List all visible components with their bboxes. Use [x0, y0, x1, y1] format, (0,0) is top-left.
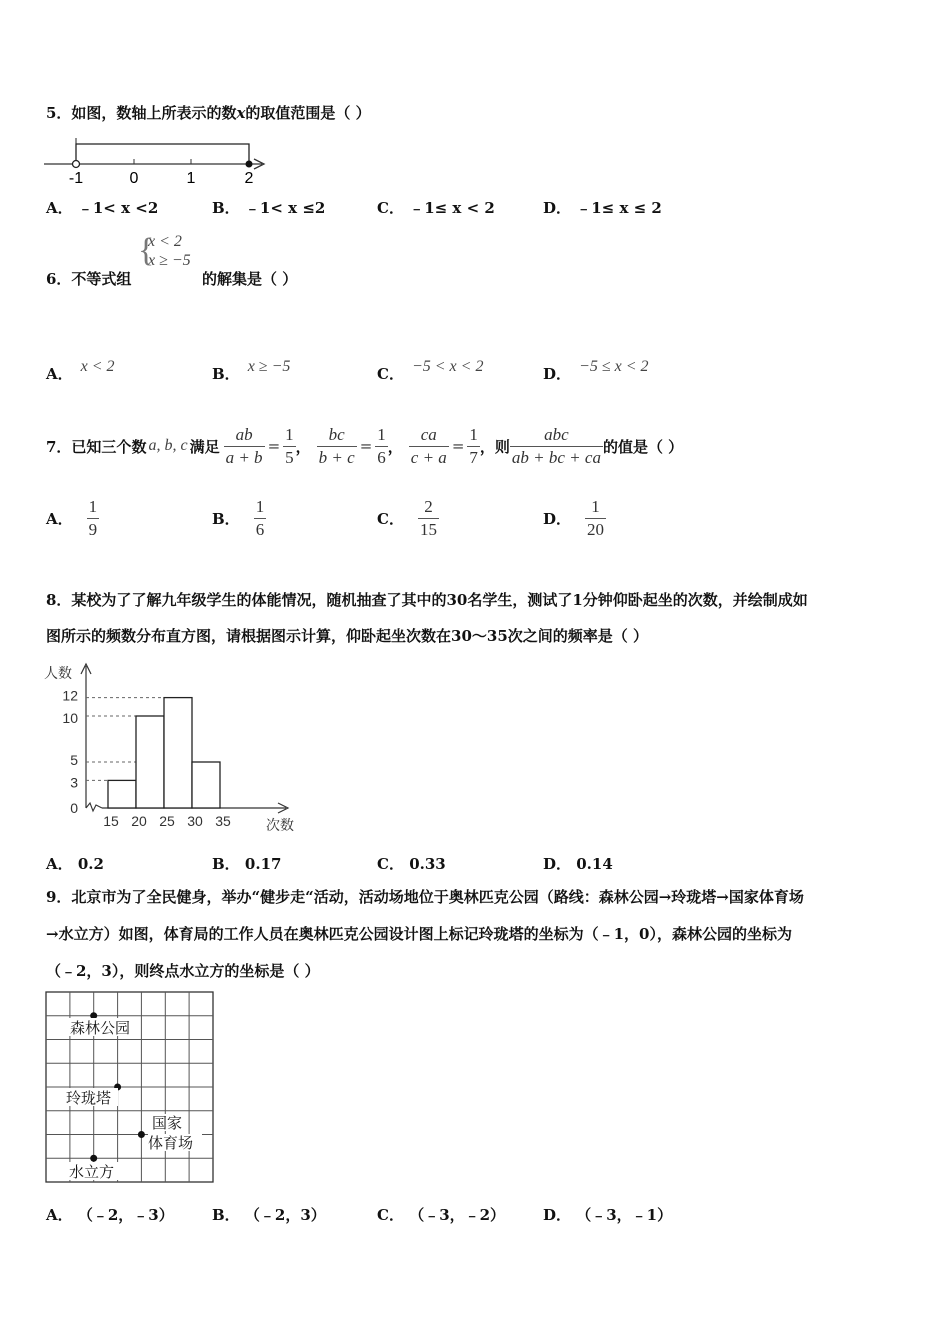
q7-option-c-den: 15	[419, 519, 437, 539]
q7-frac1	[224, 424, 265, 469]
q5-open-point	[73, 161, 80, 168]
hist-ytick-10: 10	[62, 710, 78, 726]
q7-ratio2-den: 6	[377, 447, 386, 467]
q5-option-c-text: ﹣1≤ x < 2	[409, 199, 495, 217]
q7-then: ，则	[479, 437, 510, 456]
q5-option-c[interactable]	[377, 197, 495, 218]
q7-ratio3-den: 7	[469, 447, 478, 467]
q7-option-b-frac	[254, 496, 267, 541]
q9-option-d-text: （﹣3，﹣1）	[576, 1206, 673, 1224]
q6-option-d-text: −5 ≤ x < 2	[579, 358, 649, 375]
q7-option-d[interactable]	[543, 494, 606, 542]
q7-frac3-den: c + a	[410, 447, 447, 467]
q9-option-d-label: D．	[543, 1206, 572, 1224]
q9-option-b-label: B．	[212, 1206, 240, 1224]
q9-forest-label: 森林公园	[70, 1019, 131, 1037]
q7-frac3	[409, 424, 449, 469]
q7-ratio1	[283, 424, 296, 469]
hist-xtick-25: 25	[159, 813, 175, 829]
q7-option-b-label: B．	[212, 509, 240, 528]
q5-stem-post: 的取值范围是（ ）	[245, 104, 371, 122]
q7-ratio3-num: 1	[469, 424, 478, 444]
q6-option-b-text: x ≥ −5	[247, 358, 291, 375]
q5-stem	[46, 102, 371, 123]
q8-stem-line1: 8．某校为了了解九年级学生的体能情况，随机抽查了其中的30名学生，测试了1分钟仰卧起坐的次数，并绘制成如	[46, 591, 808, 609]
q7-frac2-den: b + c	[318, 447, 355, 467]
q8-option-c-text: 0.33	[409, 855, 446, 873]
q9-water-point	[90, 1155, 97, 1162]
q7-frac1-den: a + b	[225, 447, 263, 467]
q9-option-a[interactable]	[46, 1204, 174, 1225]
q6-option-a[interactable]	[46, 358, 115, 384]
hist-ytick-12: 12	[62, 687, 78, 704]
q6-option-b-label: B．	[212, 365, 240, 383]
q7-target-num: abc	[544, 424, 569, 444]
q7-option-d-label: D．	[543, 509, 572, 528]
hist-bar-15-20	[108, 780, 136, 808]
q7-ratio3	[467, 424, 480, 469]
q5-option-a-label: A．	[46, 199, 73, 217]
q8-histogram	[40, 660, 310, 835]
q6-system-line1: x < 2	[148, 233, 182, 250]
q7-sep1: ，	[295, 437, 311, 456]
q7-ratio2-num: 1	[377, 424, 386, 444]
q8-option-a-label: A．	[46, 855, 73, 873]
q9-stadium-label1: 国家	[152, 1114, 183, 1132]
q7-ratio1-num: 1	[285, 424, 294, 444]
q8-option-b-label: B．	[212, 855, 240, 873]
q7-frac1-num: ab	[235, 424, 253, 444]
hist-bar-25-30	[164, 698, 192, 808]
q7-stem-mid: 满足	[189, 437, 220, 456]
q6-option-d[interactable]	[543, 358, 649, 384]
q7-frac3-num: ca	[420, 424, 437, 444]
q6-brace: {	[138, 232, 155, 269]
q8-stem-line2: 图所示的频数分布直方图，请根据图示计算，仰卧起坐次数在30～35次之间的频率是（ ）	[46, 627, 648, 645]
q7-target-frac	[510, 424, 603, 469]
q5-stem-var: x	[236, 104, 246, 122]
q7-option-d-num: 1	[591, 496, 600, 516]
q5-option-b-label: B．	[212, 199, 240, 217]
q7-option-a-den: 9	[88, 519, 98, 539]
q7-option-c[interactable]	[377, 494, 439, 542]
q8-option-b-text: 0.17	[244, 855, 282, 873]
q7-option-c-num: 2	[424, 496, 433, 516]
q5-label-1: 1	[186, 170, 196, 186]
q9-option-c-text: （﹣3，﹣2）	[409, 1206, 506, 1224]
q9-tower-label: 玲珑塔	[66, 1089, 112, 1107]
q9-stem-line1: 9．北京市为了全民健身，举办“健步走“活动，活动场地位于奥林匹克公园（路线：森林公园→玲珑塔→国家体育场	[46, 888, 804, 906]
q7-vars: a, b, c	[148, 437, 188, 454]
q6-stem-post: 的解集是（ ）	[202, 270, 298, 288]
q5-option-a-text: ﹣1< x <2	[77, 199, 159, 217]
q7-target-den: ab + bc + ca	[511, 447, 601, 467]
q5-stem-pre: 5．如图，数轴上所表示的数	[46, 104, 237, 122]
q5-option-b-text: ﹣1< x ≤2	[244, 199, 326, 217]
q5-label-0: 0	[129, 170, 139, 186]
q9-stem-line3: （﹣2，3），则终点水立方的坐标是（ ）	[46, 962, 320, 980]
q8-option-b[interactable]	[212, 853, 281, 874]
q8-option-d-text: 0.14	[576, 855, 613, 873]
hist-ylabel: 人数	[44, 666, 72, 682]
q7-option-d-den: 20	[587, 519, 605, 539]
q7-stem-post: 的值是（ ）	[602, 437, 684, 456]
hist-ytick-5: 5	[70, 752, 78, 768]
q7-equals1: =	[267, 437, 281, 455]
q7-option-a[interactable]	[46, 494, 99, 542]
hist-xtick-30: 30	[187, 813, 203, 829]
q7-frac2-num: bc	[328, 424, 345, 444]
q5-option-c-label: C．	[377, 199, 404, 217]
q6-option-c[interactable]	[377, 358, 484, 384]
q5-range-bracket	[76, 144, 249, 164]
q5-option-d-label: D．	[543, 199, 572, 217]
q9-option-a-label: A．	[46, 1206, 73, 1224]
q7-option-c-frac	[418, 496, 439, 541]
hist-axis-break	[86, 803, 102, 811]
q8-option-c-label: C．	[377, 855, 404, 873]
q7-option-b-den: 6	[255, 519, 265, 539]
hist-ytick-3: 3	[70, 774, 78, 791]
q6-stem-pre: 6．不等式组	[46, 270, 132, 288]
q5-option-d[interactable]	[543, 197, 662, 218]
q7-option-d-frac	[585, 496, 606, 541]
q7-option-a-frac	[87, 496, 100, 541]
q9-option-a-text: （﹣2，﹣3）	[77, 1206, 174, 1224]
q7-option-c-label: C．	[377, 509, 404, 528]
q9-stadium-label2: 体育场	[148, 1134, 194, 1152]
q9-option-c-label: C．	[377, 1206, 404, 1224]
q6-option-d-label: D．	[543, 365, 572, 383]
q9-stem-line2: →水立方）如图，体育局的工作人员在奥林匹克公园设计图上标记玲珑塔的坐标为（﹣1，0），森林公园的坐标为	[46, 925, 792, 943]
q7-equals2: =	[359, 437, 373, 455]
q9-option-b-text: （﹣2，3）	[244, 1206, 326, 1224]
q5-option-d-text: ﹣1≤ x ≤ 2	[576, 199, 662, 217]
hist-xlabel: 次数	[266, 818, 294, 834]
q5-option-b[interactable]	[212, 197, 325, 218]
q5-number-line	[40, 128, 280, 186]
q7-ratio1-den: 5	[285, 447, 294, 467]
q5-label-2: 2	[244, 170, 254, 186]
q7-option-a-label: A．	[46, 509, 73, 528]
q6-system	[138, 232, 191, 270]
q5-label-neg1: -1	[68, 170, 84, 186]
q7-sep2: ，	[387, 437, 403, 456]
q7-ratio2	[375, 424, 388, 469]
q6-option-c-label: C．	[377, 365, 404, 383]
q7-option-b[interactable]	[212, 494, 266, 542]
q8-option-a[interactable]	[46, 853, 104, 874]
q6-option-a-text: x < 2	[80, 358, 115, 375]
q6-option-a-label: A．	[46, 365, 73, 383]
hist-xtick-20: 20	[131, 813, 147, 829]
q8-option-c[interactable]	[377, 853, 446, 874]
q6-option-c-text: −5 < x < 2	[411, 358, 484, 375]
q6-option-b[interactable]	[212, 358, 291, 384]
q5-closed-point	[246, 161, 253, 168]
q8-option-a-text: 0.2	[77, 855, 104, 873]
q9-option-c[interactable]	[377, 1204, 505, 1225]
q7-option-a-num: 1	[88, 496, 98, 516]
hist-xtick-15: 15	[103, 813, 119, 829]
q8-option-d[interactable]	[543, 853, 613, 874]
q9-option-d[interactable]	[543, 1204, 672, 1225]
q9-water-label: 水立方	[69, 1163, 115, 1181]
q8-option-d-label: D．	[543, 855, 572, 873]
q5-option-a[interactable]	[46, 197, 158, 218]
q9-stadium-point	[138, 1131, 145, 1138]
hist-bar-30-35	[192, 762, 220, 808]
q6-system-line2: x ≥ −5	[148, 252, 191, 269]
hist-ytick-0: 0	[70, 800, 78, 816]
hist-bar-20-25	[136, 716, 164, 808]
q7-stem-pre: 7．已知三个数	[46, 437, 147, 456]
q7-frac2	[317, 424, 357, 469]
hist-xtick-35: 35	[215, 813, 231, 829]
q9-grid-map	[44, 990, 216, 1184]
q7-option-b-num: 1	[255, 496, 265, 516]
q7-equals3: =	[451, 437, 465, 455]
q9-option-b[interactable]	[212, 1204, 326, 1225]
q7-stem	[46, 410, 683, 482]
